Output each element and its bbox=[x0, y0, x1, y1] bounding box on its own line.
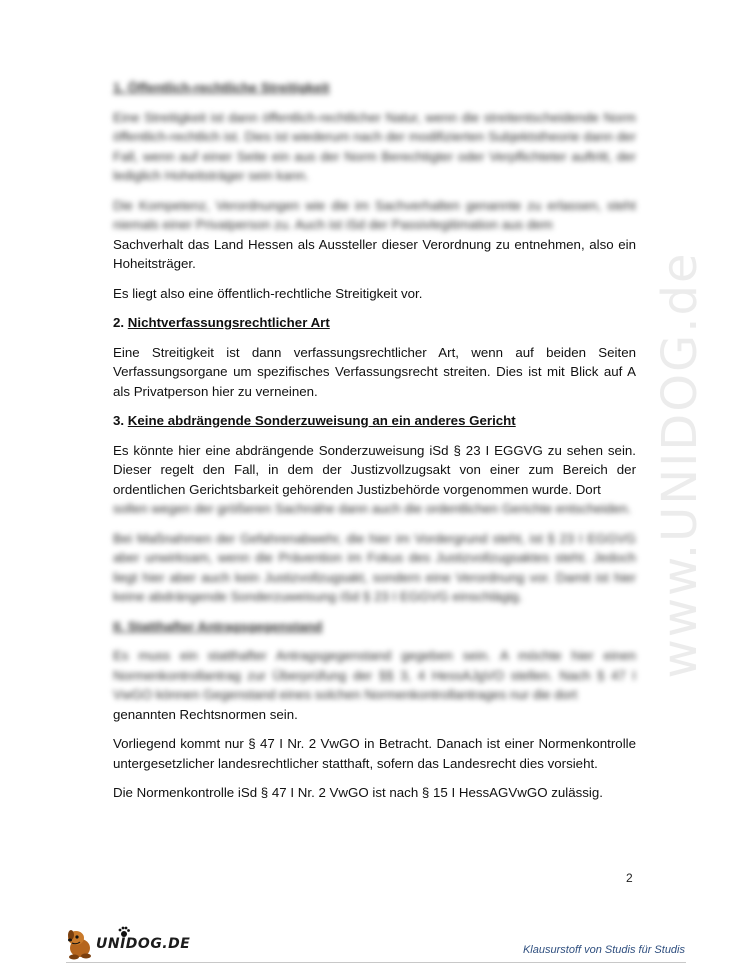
paragraph-4-3: Die Normenkontrolle iSd § 47 I Nr. 2 VwGO ist nach § 15 I HessAGVwGO zulässig. bbox=[113, 785, 603, 800]
watermark-text: www.UNIDOG.de bbox=[652, 251, 708, 679]
paragraph-4-2: Vorliegend kommt nur § 47 I Nr. 2 VwGO in Betracht. Danach ist einer Normenkontrolle untergesetzlicher landesrechtlicher statthaft, sofern das Landesrecht dies vorsieht. bbox=[113, 736, 636, 771]
section-heading-3 bbox=[113, 411, 636, 431]
unidog-logo bbox=[66, 926, 206, 962]
section-heading-2 bbox=[113, 313, 636, 333]
paragraph-3-2: Bei Maßnahmen der Gefahrenabwehr, die hier im Vordergrund steht, ist § 23 I EGGVG aber unwirksam, wenn die Prävention im Fokus des Justizvollzugsaktes steht. Jedoch liegt hier aber auch kein Justizvollzugsakt, sondern eine Verordnung vor. Damit ist hier keine abdrängende Sonderzuweisung iSd § 23 I EGGVG einschlägig. bbox=[113, 530, 636, 604]
paragraph-3-1-blurred: sollen wegen der größeren Sachnähe dann auch die ordentlichen Gerichte entscheiden. bbox=[113, 501, 632, 516]
section-heading-4-text: II. Statthafter Antragsgegenstand bbox=[113, 618, 323, 634]
section-heading-4 bbox=[113, 617, 636, 637]
section-heading-2-number: 2. bbox=[113, 315, 125, 330]
paragraph-1-1: Eine Streitigkeit ist dann öffentlich-rechtlicher Natur, wenn die streitentscheidende Norm öffentlich-rechtlich ist. Dies ist wiederum nach der modifizierten Subjektstheorie dann der Fall, wenn auf einer Seite ein aus der Norm Berechtigter oder Verpflichteter auftritt, der lediglich Hoheitsträger sein kann. bbox=[113, 109, 636, 183]
section-heading-2-text: Nichtverfassungsrechtlicher Art bbox=[127, 315, 330, 330]
footer-tagline: Klausurstoff von Studis für Studis bbox=[522, 944, 685, 956]
paragraph-4-1-blurred: Es muss ein statthafter Antragsgegenstand gegeben sein. A möchte hier einen Normenkontrollantrag zur Überprüfung der §§ 3, 4 HessAJgVO stellen. Nach § 47 I VwGO können Gegenstand eines solchen Normenkontrollantrages nur die dort bbox=[113, 648, 636, 702]
paragraph-1-2-visible: Sachverhalt das Land Hessen als Aussteller dieser Verordnung zu entnehmen, also ein Hoheitsträger. bbox=[113, 236, 636, 271]
section-heading-3-number: 3. bbox=[113, 413, 125, 428]
page-number: 2 bbox=[626, 871, 633, 885]
footer-divider bbox=[66, 962, 686, 963]
document-body bbox=[113, 78, 636, 813]
dog-mascot-icon bbox=[66, 926, 96, 960]
logo-text: UNIDOG.DE bbox=[96, 936, 191, 952]
section-heading-1-text: 1. Öffentlich-rechtliche Streitigkeit bbox=[113, 80, 330, 95]
section-heading-3-text: Keine abdrängende Sonderzuweisung an ein anderes Gericht bbox=[127, 413, 516, 428]
paragraph-2-1: Eine Streitigkeit ist dann verfassungsrechtlicher Art, wenn auf beiden Seiten Verfassungsorgane um spezifisches Verfassungsrecht streiten. Dies ist mit Blick auf A als Privatperson hier zu verneinen. bbox=[113, 344, 636, 399]
paragraph-4-1-visible: genannten Rechtsnormen sein. bbox=[113, 706, 298, 722]
paragraph-1-2-blurred: Die Kompetenz, Verordnungen wie die im Sachverhalten genannte zu erlassen, steht niemals einer Privatperson zu. Auch ist iSd der Passivlegitimation aus dem bbox=[113, 197, 636, 232]
paragraph-1-3: Es liegt also eine öffentlich-rechtliche Streitigkeit vor. bbox=[113, 285, 423, 301]
paragraph-3-1-visible: Es könnte hier eine abdrängende Sonderzuweisung iSd § 23 I EGGVG zu sehen sein. Dieser regelt den Fall, in dem der Justizvollzugsakt von einer zum Bereich der ordentlichen Gerichtsbarkeit gehörenden Justizbehörde vorgenommen wurde. Dort bbox=[113, 442, 636, 497]
section-heading-1 bbox=[113, 78, 636, 98]
